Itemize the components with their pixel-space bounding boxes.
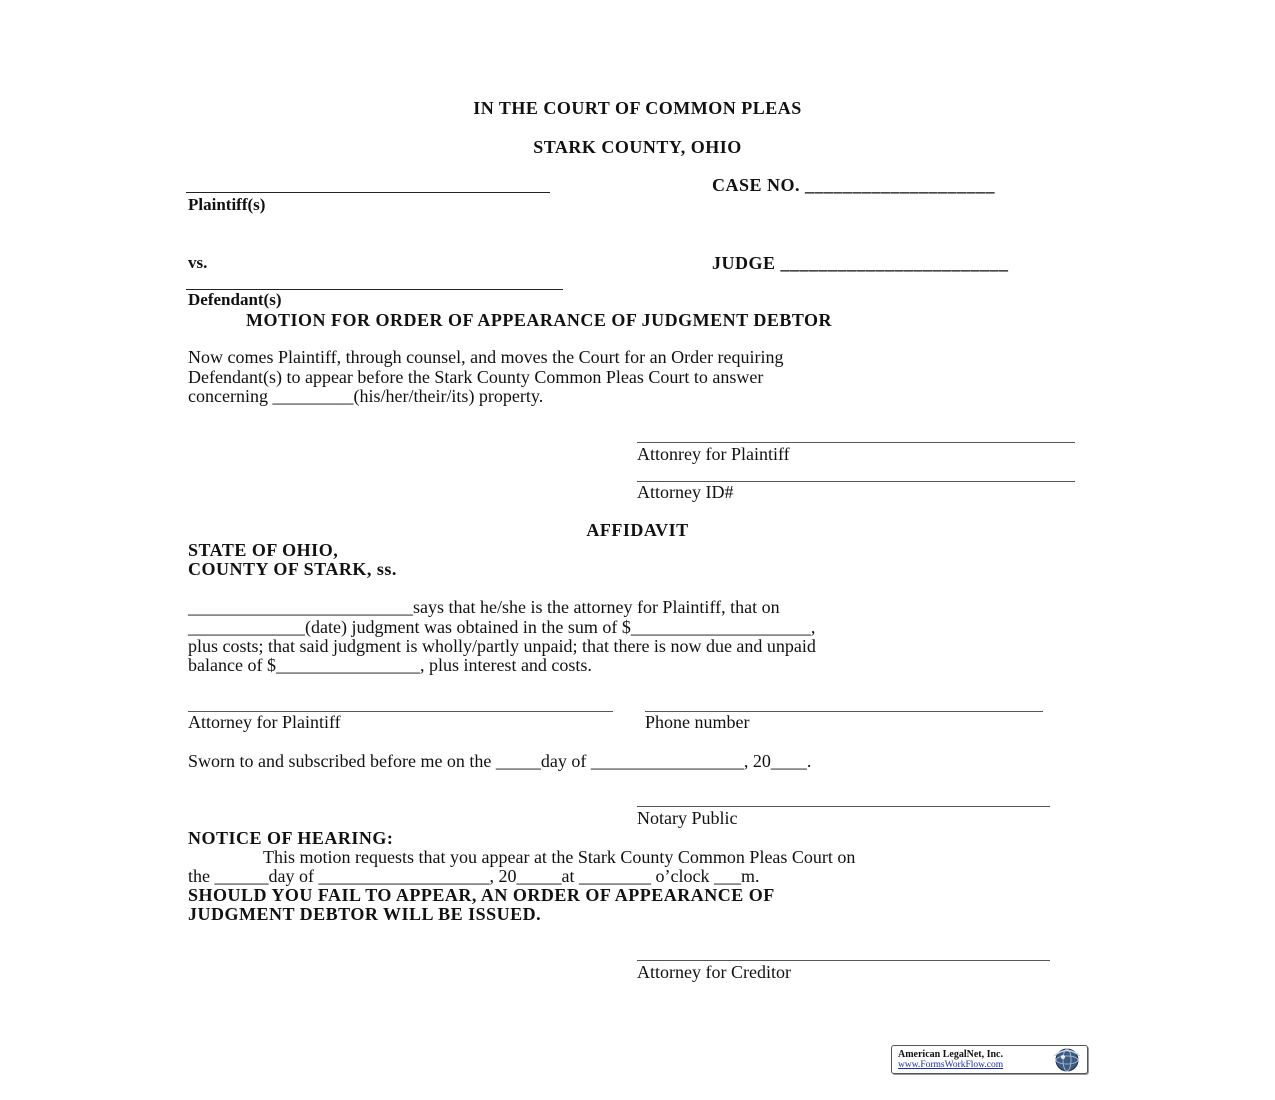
affidavit-body-line: balance of $________________, plus interest and costs. <box>188 655 592 675</box>
affidavit-title: AFFIDAVIT <box>586 520 689 540</box>
defendant-label: Defendant(s) <box>188 290 282 309</box>
notice-line-2: the ______day of ___________________, 20_____at ________ o’clock ___m. <box>188 866 760 886</box>
creditor-label: Attorney for Creditor <box>637 962 791 982</box>
plaintiff-line <box>186 192 550 193</box>
globe-icon <box>1050 1047 1084 1073</box>
state-label: STATE OF OHIO, <box>188 540 339 560</box>
notary-line <box>637 806 1050 807</box>
sworn-line: Sworn to and subscribed before me on the _____day of _________________, 20____. <box>188 751 812 771</box>
court-title: IN THE COURT OF COMMON PLEAS <box>473 98 802 118</box>
notary-label: Notary Public <box>637 808 738 828</box>
notice-title: NOTICE OF HEARING: <box>188 828 394 848</box>
attorney-id-label: Attorney ID# <box>637 482 734 502</box>
judge-label: JUDGE ________________________ <box>712 253 1009 273</box>
plaintiff-label: Plaintiff(s) <box>188 195 266 214</box>
affidavit-body-line: _____________(date) judgment was obtained in the sum of $____________________, <box>188 617 816 637</box>
phone-label: Phone number <box>645 712 750 732</box>
notice-warning-1: SHOULD YOU FAIL TO APPEAR, AN ORDER OF APPEARANCE OF <box>188 885 775 905</box>
footer-logo[interactable] <box>891 1045 1088 1074</box>
vs-label: vs. <box>188 253 208 272</box>
case-no-label: CASE NO. ____________________ <box>712 175 996 195</box>
notice-line-1: This motion requests that you appear at the Stark County Common Pleas Court on <box>263 847 856 867</box>
affidavit-body-line: plus costs; that said judgment is wholly/partly unpaid; that there is now due and unpaid <box>188 636 816 656</box>
motion-attorney-label: Attonrey for Plaintiff <box>637 444 790 464</box>
motion-body-line: Now comes Plaintiff, through counsel, and moves the Court for an Order requiring <box>188 347 784 367</box>
creditor-signature-line <box>637 960 1050 961</box>
affidavit-body-line: _________________________says that he/she is the attorney for Plaintiff, that on <box>188 597 780 617</box>
county-title: STARK COUNTY, OHIO <box>533 137 742 157</box>
motion-title: MOTION FOR ORDER OF APPEARANCE OF JUDGMENT DEBTOR <box>246 310 833 330</box>
motion-body-line: concerning _________(his/her/their/its) property. <box>188 386 544 406</box>
logo-url-link[interactable]: www.FormsWorkFlow.com <box>898 1060 1004 1070</box>
logo-company-name: American LegalNet, Inc. <box>898 1049 1003 1060</box>
county-label: COUNTY OF STARK, ss. <box>188 559 397 579</box>
attorney-signature-line <box>637 442 1075 443</box>
affidavit-attorney-label: Attorney for Plaintiff <box>188 712 341 732</box>
notice-warning-2: JUDGMENT DEBTOR WILL BE ISSUED. <box>188 904 542 924</box>
motion-body-line: Defendant(s) to appear before the Stark County Common Pleas Court to answer <box>188 367 764 387</box>
